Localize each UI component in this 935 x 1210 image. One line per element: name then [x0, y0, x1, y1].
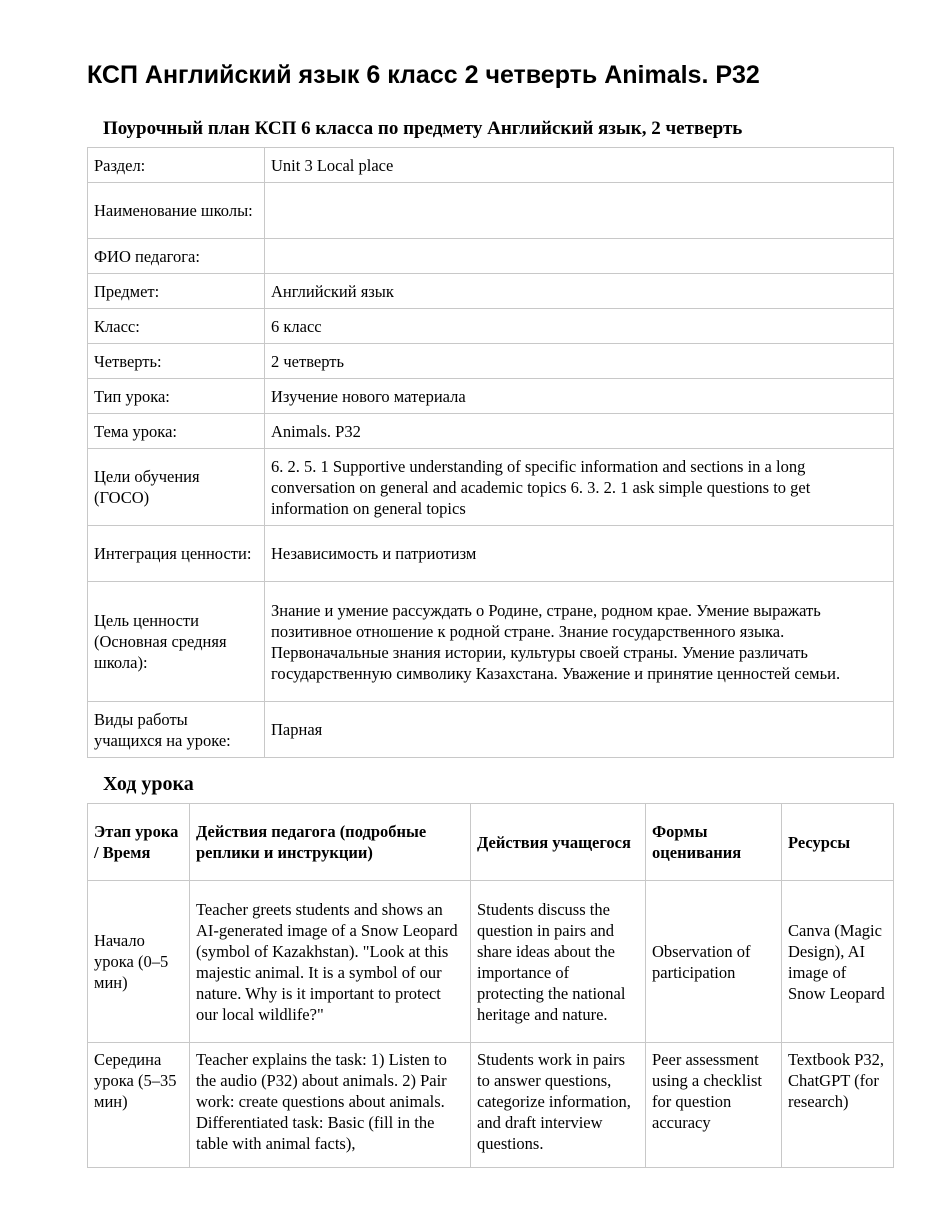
info-label: ФИО педагога:: [88, 239, 265, 274]
table-row: [88, 148, 894, 183]
info-label: Интеграция ценности:: [88, 526, 265, 582]
teacher-actions-cell: Teacher greets students and shows an AI-generated image of a Snow Leopard (symbol of Kazakhstan). "Look at this majestic animal. It is a symbol of our nature. Why is it important to protect our local wildlife?": [190, 881, 471, 1043]
resources-cell: Canva (Magic Design), AI image of Snow Leopard: [782, 881, 894, 1043]
table-row: [88, 526, 894, 582]
document-title: КСП Английский язык 6 класс 2 четверть Animals. P32: [87, 61, 760, 89]
info-value: Парная: [265, 702, 894, 758]
table-header-row: [88, 804, 894, 881]
info-value: [265, 239, 894, 274]
info-value: [265, 183, 894, 239]
assessment-cell: Peer assessment using a checklist for question accuracy: [646, 1043, 782, 1168]
lesson-flow-title: Ход урока: [103, 773, 194, 795]
table-row: [88, 309, 894, 344]
info-value: Unit 3 Local place: [265, 148, 894, 183]
table-row: [88, 183, 894, 239]
column-header-stage: Этап урока / Время: [88, 804, 190, 881]
table-row: [88, 379, 894, 414]
column-header-resources: Ресурсы: [782, 804, 894, 881]
student-actions-cell: Students discuss the question in pairs and share ideas about the importance of protecting the national heritage and nature.: [471, 881, 646, 1043]
stage-cell: Середина урока (5–35 мин): [88, 1043, 190, 1168]
teacher-actions-cell: Teacher explains the task: 1) Listen to the audio (P32) about animals. 2) Pair work: create questions about animals. Differentiated task: Basic (fill in the table with animal facts),: [190, 1043, 471, 1168]
table-row: [88, 449, 894, 526]
assessment-cell: Observation of participation: [646, 881, 782, 1043]
info-value: 6 класс: [265, 309, 894, 344]
info-label: Цели обучения (ГОСО): [88, 449, 265, 526]
student-actions-cell: Students work in pairs to answer questions, categorize information, and draft interview questions.: [471, 1043, 646, 1168]
table-row: [88, 702, 894, 758]
info-label: Тип урока:: [88, 379, 265, 414]
info-label: Тема урока:: [88, 414, 265, 449]
info-label: Класс:: [88, 309, 265, 344]
resources-cell: Textbook P32, ChatGPT (for research): [782, 1043, 894, 1168]
table-row: [88, 414, 894, 449]
column-header-teacher: Действия педагога (подробные реплики и инструкции): [190, 804, 471, 881]
info-label: Виды работы учащихся на уроке:: [88, 702, 265, 758]
info-label: Цель ценности (Основная средняя школа):: [88, 582, 265, 702]
plan-subtitle: Поурочный план КСП 6 класса по предмету Английский язык, 2 четверть: [103, 118, 743, 139]
table-row: [88, 582, 894, 702]
info-value: Animals. P32: [265, 414, 894, 449]
table-row: [88, 881, 894, 1043]
info-label: Предмет:: [88, 274, 265, 309]
info-value: Английский язык: [265, 274, 894, 309]
info-value: 6. 2. 5. 1 Supportive understanding of specific information and sections in a long conversation on general and academic topics 6. 3. 2. 1 ask simple questions to get information on general topics: [265, 449, 894, 526]
column-header-assessment: Формы оценивания: [646, 804, 782, 881]
lesson-info-table: [87, 147, 894, 758]
table-row: [88, 274, 894, 309]
info-value: 2 четверть: [265, 344, 894, 379]
table-row: [88, 344, 894, 379]
lesson-flow-table: [87, 803, 894, 1168]
info-label: Четверть:: [88, 344, 265, 379]
info-value: Знание и умение рассуждать о Родине, стране, родном крае. Умение выражать позитивное отношение к родной стране. Знание государственного языка. Первоначальные знания истории, культуры своей страны. Умение различать государственную символику Казахстана. Уважение и принятие ценностей семьи.: [265, 582, 894, 702]
stage-cell: Начало урока (0–5 мин): [88, 881, 190, 1043]
info-value: Изучение нового материала: [265, 379, 894, 414]
info-value: Независимость и патриотизм: [265, 526, 894, 582]
info-label: Наименование школы:: [88, 183, 265, 239]
info-label: Раздел:: [88, 148, 265, 183]
table-row: [88, 1043, 894, 1168]
column-header-student: Действия учащегося: [471, 804, 646, 881]
table-row: [88, 239, 894, 274]
